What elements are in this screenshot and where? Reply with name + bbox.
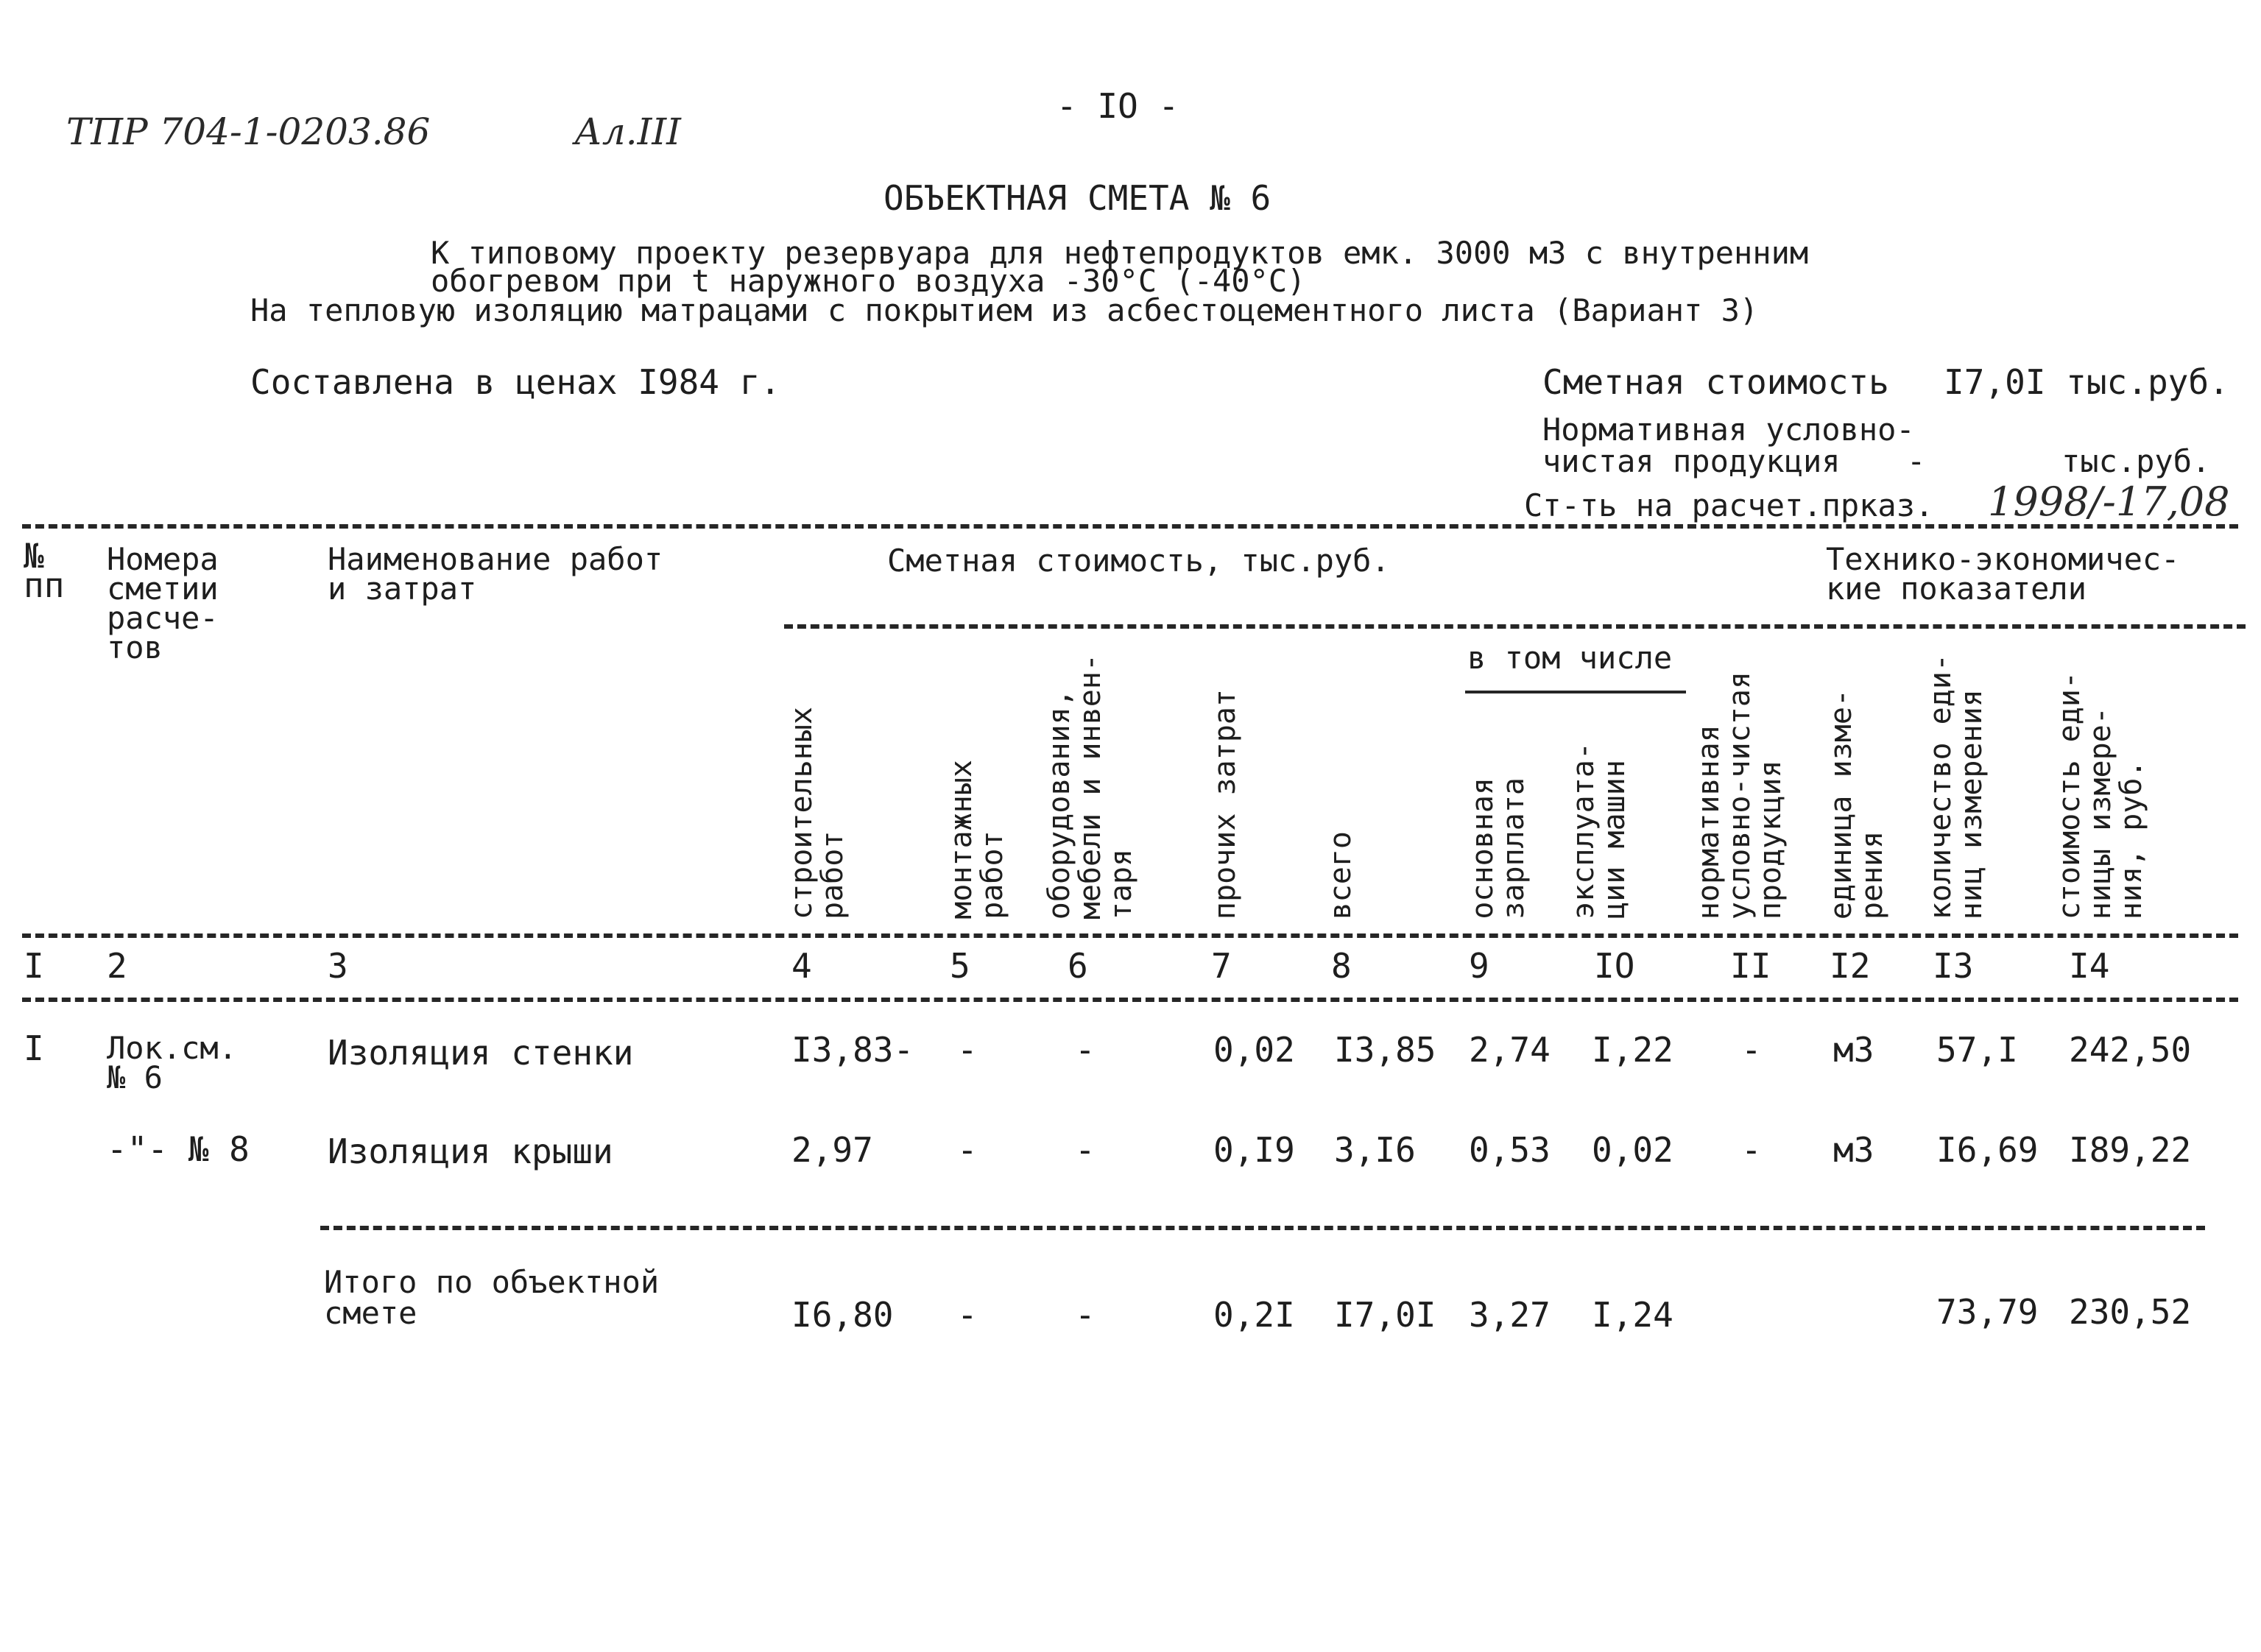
header-col-11: нормативная условно-чистая продукция	[1692, 671, 1788, 919]
header-col-14: стоимость еди- ницы измере- ния, руб.	[2053, 671, 2148, 919]
total-c9: 3,27	[1469, 1295, 1551, 1335]
header-tech-group-2: кие показатели	[1826, 571, 2087, 607]
row-1-num: I	[24, 1028, 44, 1068]
total-c4: I6,80	[791, 1295, 894, 1335]
document-title: ОБЪЕКТНАЯ СМЕТА № 6	[883, 178, 1271, 218]
header-name-1: Наименование работ	[328, 541, 663, 577]
subheader-rule	[784, 624, 2246, 629]
row-1-c11: -	[1741, 1030, 1762, 1070]
column-number: IO	[1594, 946, 1635, 986]
row-1-c4: I3,83-	[791, 1030, 914, 1070]
column-number: 7	[1211, 946, 1232, 986]
row-1-calc-1: Лок.см.	[107, 1030, 238, 1066]
including-underline	[1465, 691, 1686, 693]
row-2-c9: 0,53	[1469, 1130, 1551, 1170]
column-number: 2	[107, 946, 127, 986]
header-col-4: строительных работ	[785, 707, 850, 919]
row-1-c14: 242,50	[2069, 1030, 2192, 1070]
header-including: в том числе	[1467, 640, 1673, 676]
header-calc-1: Номера	[107, 541, 219, 577]
row-2-c13: I6,69	[1936, 1130, 2039, 1170]
row-2-c10: 0,02	[1592, 1130, 1673, 1170]
estimated-cost-value: I7,0I тыс.руб.	[1944, 362, 2229, 402]
row-2-c4: 2,97	[791, 1130, 873, 1170]
row-1-c10: I,22	[1592, 1030, 1673, 1070]
header-name-2: и затрат	[328, 571, 477, 607]
subtitle-line-3: На тепловую изоляцию матрацами с покрытием из асбестоцементного листа (Вариант 3)	[250, 292, 1759, 328]
row-2-c5: -	[957, 1130, 978, 1170]
row-1-c9: 2,74	[1469, 1030, 1551, 1070]
header-col-8: всего	[1324, 830, 1358, 919]
column-number: 8	[1331, 946, 1352, 986]
row-2-c8: 3,I6	[1334, 1130, 1416, 1170]
column-number: I4	[2069, 946, 2110, 986]
column-number: I	[24, 946, 44, 986]
row-2-c7: 0,I9	[1213, 1130, 1295, 1170]
net-production-unit: тыс.руб.	[2061, 443, 2211, 479]
header-tech-group-1: Технико-экономичес-	[1826, 541, 2180, 577]
prices-year: Составлена в ценах I984 г.	[250, 362, 781, 402]
column-number: 9	[1469, 946, 1489, 986]
total-c5: -	[957, 1295, 978, 1335]
column-number: I3	[1933, 946, 1974, 986]
row-2-calc: -"- № 8	[107, 1129, 250, 1169]
column-number-bottom-rule	[22, 998, 2238, 1002]
total-c8: I7,0I	[1334, 1295, 1436, 1335]
row-2-c12: м3	[1833, 1130, 1874, 1170]
header-cost-group: Сметная стоимость, тыс.руб.	[887, 543, 1390, 579]
column-number-top-rule	[22, 933, 2238, 938]
net-production-dash: -	[1907, 443, 1926, 479]
header-col-5: монтажных работ	[945, 760, 1009, 919]
header-calc-3: расче-	[107, 600, 219, 636]
table-top-rule	[22, 524, 2238, 529]
row-1-c6: -	[1075, 1030, 1096, 1070]
calculation-cost-label: Ст-ть на расчет.прказ.	[1524, 487, 1934, 523]
total-label-2: смете	[324, 1295, 417, 1331]
column-number: 5	[950, 946, 970, 986]
net-production-label-1: Нормативная условно-	[1542, 412, 1915, 448]
row-1-calc-2: № 6	[107, 1059, 163, 1095]
net-production-label-2: чистая продукция	[1542, 443, 1841, 479]
row-1-c8: I3,85	[1334, 1030, 1436, 1070]
total-c14: 230,52	[2069, 1292, 2192, 1332]
row-2-c6: -	[1075, 1130, 1096, 1170]
column-number: II	[1730, 946, 1771, 986]
header-calc-4: тов	[107, 629, 163, 666]
row-1-c7: 0,02	[1213, 1030, 1295, 1070]
project-code-handwritten: ТПР 704-1-0203.86	[66, 110, 431, 153]
row-2-c14: I89,22	[2069, 1130, 2192, 1170]
header-col-6: оборудования, мебели и инвен- таря	[1043, 653, 1138, 919]
row-2-c11: -	[1741, 1130, 1762, 1170]
header-col-9: основная зарплата	[1466, 777, 1531, 919]
total-c13: 73,79	[1936, 1292, 2039, 1332]
column-number: 4	[791, 946, 812, 986]
calculation-cost-handwritten: 1998/-17,08	[1988, 479, 2230, 525]
subtitle-line-2: обогревом при t наружного воздуха -30°С (-40°С)	[431, 263, 1306, 299]
subtitle-line-1: К типовому проекту резервуара для нефтепродуктов емк. 3000 м3 с внутренним	[431, 235, 1809, 271]
page-number: - IO -	[1057, 86, 1179, 126]
column-number: 3	[328, 946, 348, 986]
row-1-c13: 57,I	[1936, 1030, 2018, 1070]
column-number: 6	[1068, 946, 1088, 986]
header-col-12: единица изме- рения	[1824, 688, 1889, 919]
column-number: I2	[1830, 946, 1871, 986]
row-1-c12: м3	[1833, 1030, 1874, 1070]
row-2-name: Изоляция крыши	[328, 1132, 613, 1171]
header-col-10: эксплуата- ции машин	[1567, 742, 1632, 919]
header-col-13: количество еди- ниц измерения	[1924, 653, 1989, 919]
header-col-7: прочих затрат	[1208, 688, 1242, 919]
album-handwritten: Ал.III	[574, 110, 681, 153]
header-calc-2: сметии	[107, 571, 219, 607]
header-num: № пп	[24, 536, 65, 605]
total-rule	[320, 1226, 2205, 1230]
total-c10: I,24	[1592, 1295, 1673, 1335]
estimated-cost-label: Сметная стоимость	[1542, 362, 1889, 402]
total-label-1: Итого по объектной	[324, 1264, 660, 1300]
row-1-name: Изоляция стенки	[328, 1033, 634, 1073]
total-c7: 0,2I	[1213, 1295, 1295, 1335]
total-c6: -	[1075, 1295, 1096, 1335]
row-1-c5: -	[957, 1030, 978, 1070]
